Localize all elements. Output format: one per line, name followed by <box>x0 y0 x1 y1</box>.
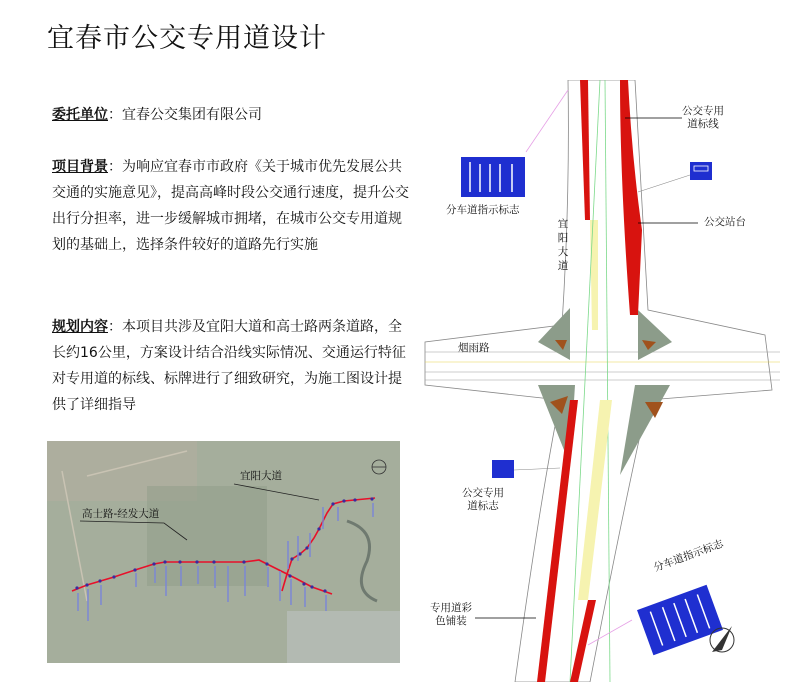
road-design-diagram <box>420 80 790 682</box>
client-text: 宜春公交集团有限公司 <box>122 107 262 123</box>
route-map-svg <box>47 441 400 663</box>
background-text: 为响应宜春市市政府《关于城市优先发展公共交通的实施意见》，提高高峰时段公交通行速度，提升公交出行分担率，进一步缓解城市拥堵，在城市公交专用道规划的基础上，选择条件较好的道路先行实施 <box>52 159 409 253</box>
label-bus-stop: 公交站台 <box>704 216 746 228</box>
separator: ： <box>108 319 122 335</box>
client-paragraph <box>52 102 412 128</box>
label-cross-road: 烟雨路 <box>458 342 490 354</box>
label-bus-lane-sign: 公交专用 道标志 <box>462 487 504 512</box>
label-bus-lane-marking: 公交专用 道标线 <box>682 105 724 130</box>
background-heading: 项目背景 <box>52 159 108 175</box>
bus-lane-sign-bottom <box>492 460 514 478</box>
separator: ： <box>108 107 122 123</box>
page-title: 宜春市公交专用道设计 <box>47 23 327 54</box>
client-heading: 委托单位 <box>52 107 108 123</box>
map-label-gaoshi: 高士路-经发大道 <box>82 508 160 520</box>
label-lane-guide-sign-bottom: 分车道指示标志 <box>651 537 726 575</box>
map-label-yiyang: 宜阳大道 <box>240 470 282 482</box>
planning-paragraph <box>52 314 412 418</box>
road-design-svg <box>420 80 790 682</box>
separator: ： <box>108 159 122 175</box>
planning-text: 本项目共涉及宜阳大道和高士路两条道路，全长约16公里，方案设计结合沿线实际情况、交通运行特征对专用道的标线、标牌进行了细致研究，为施工图设计提供了详细指导 <box>52 319 406 413</box>
label-colored-pavement: 专用道彩 色铺装 <box>430 602 472 627</box>
label-lane-guide-sign-top: 分车道指示标志 <box>446 204 520 216</box>
planning-heading: 规划内容 <box>52 319 108 335</box>
label-road-yiyang: 宜 阳 大 道 <box>557 218 569 272</box>
lane-guide-sign-top <box>460 156 526 198</box>
route-map <box>47 441 400 663</box>
background-paragraph <box>52 154 412 258</box>
bus-lane-sign-top-right <box>690 162 712 180</box>
